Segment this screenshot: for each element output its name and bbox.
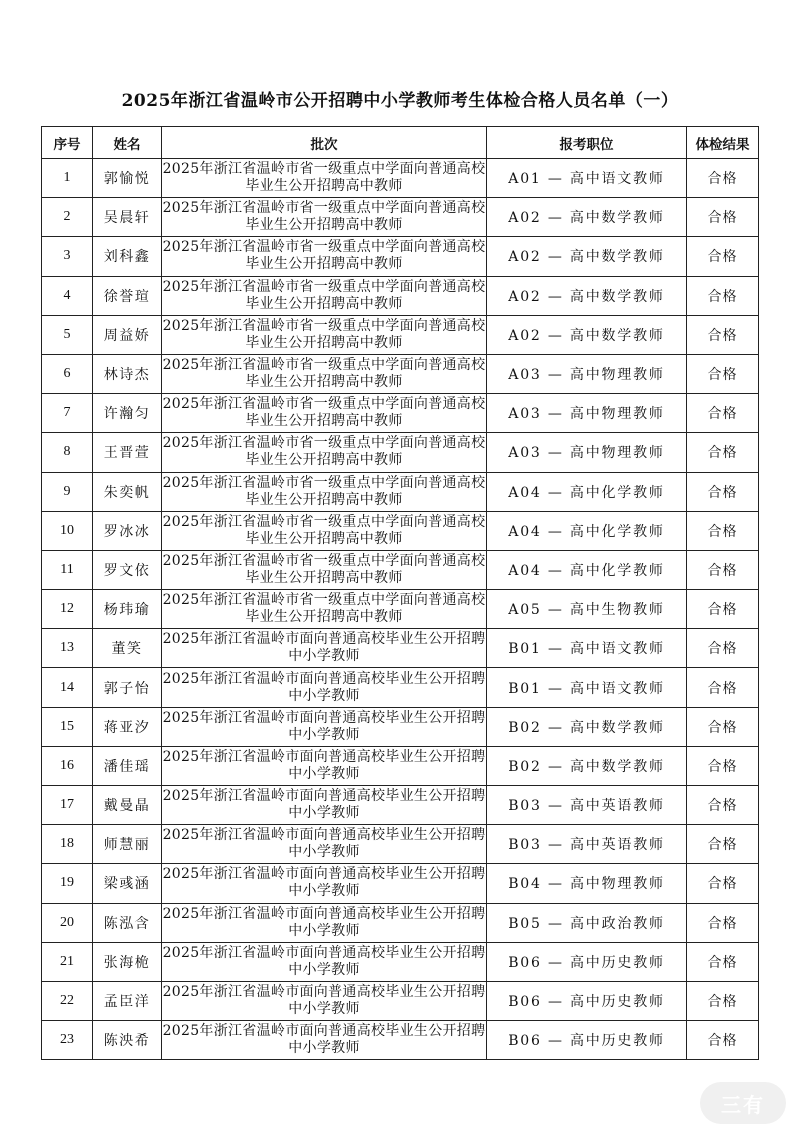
table-row	[42, 629, 759, 668]
cell-position: A04 — 高中化学教师	[487, 550, 687, 589]
cell-result: 合格	[687, 276, 759, 315]
cell-position: A02 — 高中数学教师	[487, 276, 687, 315]
cell-result: 合格	[687, 472, 759, 511]
table-row	[42, 198, 759, 237]
cell-result: 合格	[687, 903, 759, 942]
cell-name: 蒋亚汐	[93, 707, 162, 746]
cell-name: 陈泓含	[93, 903, 162, 942]
cell-position: A01 — 高中语文教师	[487, 159, 687, 198]
cell-position: B03 — 高中英语教师	[487, 786, 687, 825]
cell-position: B01 — 高中语文教师	[487, 629, 687, 668]
cell-position: B06 — 高中历史教师	[487, 1021, 687, 1060]
cell-name: 徐誉瑄	[93, 276, 162, 315]
cell-name: 梁彧涵	[93, 864, 162, 903]
roster-table	[41, 126, 759, 1060]
cell-batch: 2025年浙江省温岭市面向普通高校毕业生公开招聘中小学教师	[162, 864, 487, 903]
cell-name: 周益娇	[93, 315, 162, 354]
cell-no: 10	[42, 511, 93, 550]
cell-position: A05 — 高中生物教师	[487, 590, 687, 629]
cell-no: 3	[42, 237, 93, 276]
cell-batch: 2025年浙江省温岭市省一级重点中学面向普通高校毕业生公开招聘高中教师	[162, 237, 487, 276]
header-position: 报考职位	[487, 127, 687, 159]
watermark-logo: 三有	[700, 1082, 786, 1124]
cell-batch: 2025年浙江省温岭市面向普通高校毕业生公开招聘中小学教师	[162, 1021, 487, 1060]
cell-position: B06 — 高中历史教师	[487, 981, 687, 1020]
cell-result: 合格	[687, 629, 759, 668]
cell-batch: 2025年浙江省温岭市省一级重点中学面向普通高校毕业生公开招聘高中教师	[162, 472, 487, 511]
cell-no: 16	[42, 746, 93, 785]
cell-no: 6	[42, 354, 93, 393]
cell-result: 合格	[687, 1021, 759, 1060]
cell-batch: 2025年浙江省温岭市省一级重点中学面向普通高校毕业生公开招聘高中教师	[162, 315, 487, 354]
cell-no: 21	[42, 942, 93, 981]
cell-name: 朱奕帆	[93, 472, 162, 511]
cell-position: A03 — 高中物理教师	[487, 354, 687, 393]
cell-batch: 2025年浙江省温岭市省一级重点中学面向普通高校毕业生公开招聘高中教师	[162, 198, 487, 237]
cell-batch: 2025年浙江省温岭市省一级重点中学面向普通高校毕业生公开招聘高中教师	[162, 550, 487, 589]
cell-result: 合格	[687, 981, 759, 1020]
cell-result: 合格	[687, 511, 759, 550]
cell-name: 许瀚匀	[93, 394, 162, 433]
header-no: 序号	[42, 127, 93, 159]
cell-name: 郭愉悦	[93, 159, 162, 198]
table-row	[42, 786, 759, 825]
table-row	[42, 472, 759, 511]
cell-name: 林诗杰	[93, 354, 162, 393]
table-row	[42, 354, 759, 393]
cell-position: B03 — 高中英语教师	[487, 825, 687, 864]
cell-batch: 2025年浙江省温岭市面向普通高校毕业生公开招聘中小学教师	[162, 825, 487, 864]
cell-batch: 2025年浙江省温岭市面向普通高校毕业生公开招聘中小学教师	[162, 746, 487, 785]
cell-batch: 2025年浙江省温岭市面向普通高校毕业生公开招聘中小学教师	[162, 903, 487, 942]
cell-name: 吴晨轩	[93, 198, 162, 237]
cell-no: 14	[42, 668, 93, 707]
cell-result: 合格	[687, 786, 759, 825]
header-batch: 批次	[162, 127, 487, 159]
cell-position: A04 — 高中化学教师	[487, 511, 687, 550]
cell-result: 合格	[687, 433, 759, 472]
cell-no: 22	[42, 981, 93, 1020]
cell-result: 合格	[687, 668, 759, 707]
cell-no: 19	[42, 864, 93, 903]
table-row	[42, 394, 759, 433]
cell-no: 18	[42, 825, 93, 864]
cell-position: B06 — 高中历史教师	[487, 942, 687, 981]
table-row	[42, 981, 759, 1020]
cell-name: 罗文依	[93, 550, 162, 589]
cell-name: 师慧丽	[93, 825, 162, 864]
table-row	[42, 276, 759, 315]
cell-no: 17	[42, 786, 93, 825]
table-row	[42, 315, 759, 354]
cell-name: 杨玮瑜	[93, 590, 162, 629]
cell-no: 4	[42, 276, 93, 315]
table-row	[42, 864, 759, 903]
cell-result: 合格	[687, 942, 759, 981]
cell-batch: 2025年浙江省温岭市省一级重点中学面向普通高校毕业生公开招聘高中教师	[162, 394, 487, 433]
cell-name: 孟臣洋	[93, 981, 162, 1020]
cell-batch: 2025年浙江省温岭市省一级重点中学面向普通高校毕业生公开招聘高中教师	[162, 433, 487, 472]
cell-name: 郭子怡	[93, 668, 162, 707]
cell-no: 1	[42, 159, 93, 198]
cell-no: 7	[42, 394, 93, 433]
cell-position: B05 — 高中政治教师	[487, 903, 687, 942]
cell-batch: 2025年浙江省温岭市省一级重点中学面向普通高校毕业生公开招聘高中教师	[162, 354, 487, 393]
cell-position: B02 — 高中数学教师	[487, 746, 687, 785]
table-row	[42, 1021, 759, 1060]
cell-result: 合格	[687, 315, 759, 354]
cell-batch: 2025年浙江省温岭市省一级重点中学面向普通高校毕业生公开招聘高中教师	[162, 590, 487, 629]
table-row	[42, 903, 759, 942]
cell-result: 合格	[687, 590, 759, 629]
cell-result: 合格	[687, 550, 759, 589]
cell-name: 张海桅	[93, 942, 162, 981]
cell-name: 刘科鑫	[93, 237, 162, 276]
cell-batch: 2025年浙江省温岭市省一级重点中学面向普通高校毕业生公开招聘高中教师	[162, 276, 487, 315]
cell-position: A02 — 高中数学教师	[487, 198, 687, 237]
cell-result: 合格	[687, 707, 759, 746]
cell-result: 合格	[687, 198, 759, 237]
cell-name: 王晋萱	[93, 433, 162, 472]
cell-name: 潘佳瑶	[93, 746, 162, 785]
cell-result: 合格	[687, 864, 759, 903]
cell-result: 合格	[687, 237, 759, 276]
table-row	[42, 707, 759, 746]
cell-name: 董笑	[93, 629, 162, 668]
cell-position: A02 — 高中数学教师	[487, 237, 687, 276]
cell-position: A03 — 高中物理教师	[487, 433, 687, 472]
cell-result: 合格	[687, 354, 759, 393]
cell-no: 15	[42, 707, 93, 746]
table-row	[42, 746, 759, 785]
table-row	[42, 668, 759, 707]
cell-batch: 2025年浙江省温岭市面向普通高校毕业生公开招聘中小学教师	[162, 786, 487, 825]
cell-no: 23	[42, 1021, 93, 1060]
cell-batch: 2025年浙江省温岭市面向普通高校毕业生公开招聘中小学教师	[162, 707, 487, 746]
table-header-row	[42, 127, 759, 159]
cell-result: 合格	[687, 746, 759, 785]
header-result: 体检结果	[687, 127, 759, 159]
cell-batch: 2025年浙江省温岭市面向普通高校毕业生公开招聘中小学教师	[162, 942, 487, 981]
cell-no: 8	[42, 433, 93, 472]
table-row	[42, 237, 759, 276]
cell-no: 2	[42, 198, 93, 237]
cell-batch: 2025年浙江省温岭市面向普通高校毕业生公开招聘中小学教师	[162, 629, 487, 668]
cell-position: B04 — 高中物理教师	[487, 864, 687, 903]
cell-batch: 2025年浙江省温岭市省一级重点中学面向普通高校毕业生公开招聘高中教师	[162, 511, 487, 550]
cell-position: A04 — 高中化学教师	[487, 472, 687, 511]
cell-no: 5	[42, 315, 93, 354]
cell-name: 陈泱希	[93, 1021, 162, 1060]
cell-no: 13	[42, 629, 93, 668]
cell-no: 12	[42, 590, 93, 629]
table-row	[42, 159, 759, 198]
cell-batch: 2025年浙江省温岭市面向普通高校毕业生公开招聘中小学教师	[162, 668, 487, 707]
document-title: 2025年浙江省温岭市公开招聘中小学教师考生体检合格人员名单（一）	[121, 91, 679, 111]
table-row	[42, 511, 759, 550]
cell-position: B01 — 高中语文教师	[487, 668, 687, 707]
cell-no: 11	[42, 550, 93, 589]
cell-position: B02 — 高中数学教师	[487, 707, 687, 746]
table-row	[42, 590, 759, 629]
cell-batch: 2025年浙江省温岭市面向普通高校毕业生公开招聘中小学教师	[162, 981, 487, 1020]
cell-position: A03 — 高中物理教师	[487, 394, 687, 433]
cell-position: A02 — 高中数学教师	[487, 315, 687, 354]
cell-result: 合格	[687, 159, 759, 198]
cell-no: 20	[42, 903, 93, 942]
cell-name: 戴曼晶	[93, 786, 162, 825]
cell-batch: 2025年浙江省温岭市省一级重点中学面向普通高校毕业生公开招聘高中教师	[162, 159, 487, 198]
header-name: 姓名	[93, 127, 162, 159]
table-row	[42, 825, 759, 864]
cell-no: 9	[42, 472, 93, 511]
cell-name: 罗冰冰	[93, 511, 162, 550]
table-row	[42, 942, 759, 981]
cell-result: 合格	[687, 394, 759, 433]
table-row	[42, 433, 759, 472]
table-row	[42, 550, 759, 589]
cell-result: 合格	[687, 825, 759, 864]
